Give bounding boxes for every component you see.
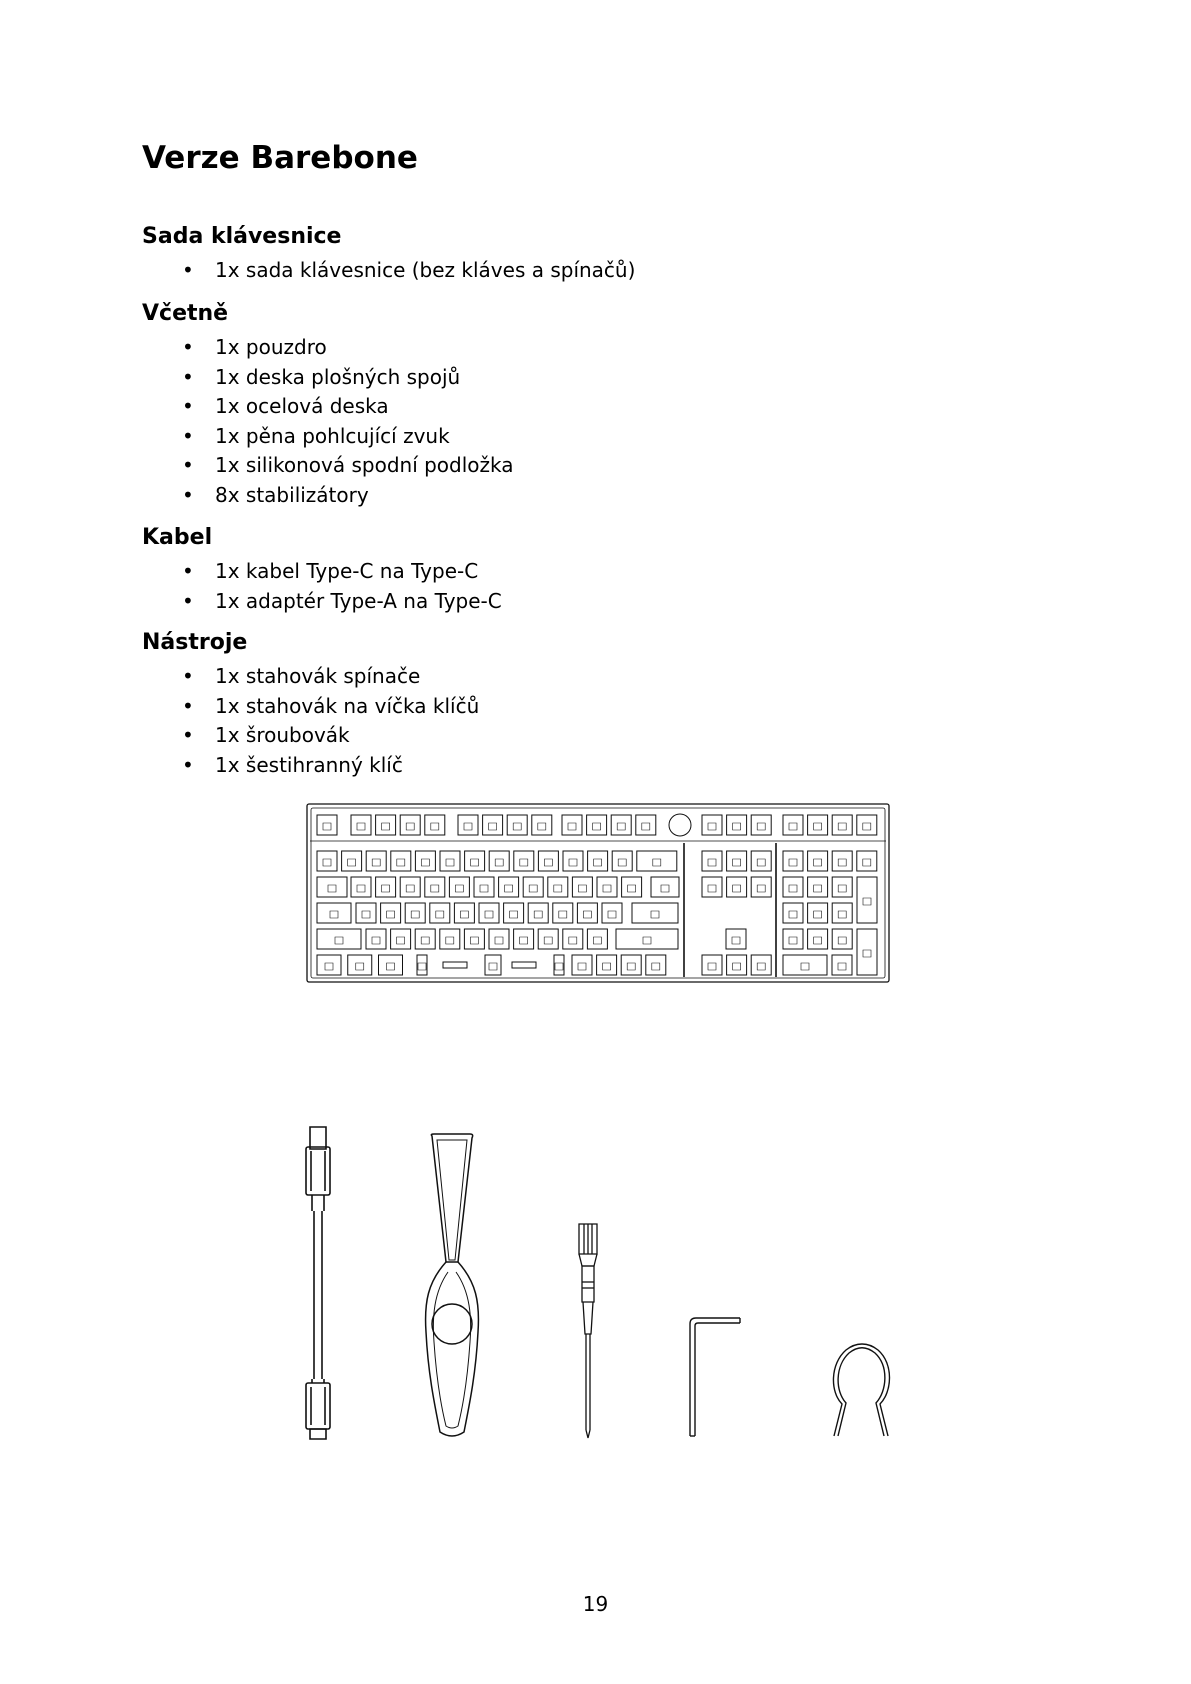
list-item: • 8x stabilizátory: [142, 481, 942, 511]
section-heading: Sada klávesnice: [142, 224, 342, 249]
list-item: • 1x ocelová deska: [142, 392, 942, 422]
page-title: Verze Barebone: [142, 140, 418, 176]
section-included: [142, 299, 942, 510]
list-item: • 1x šroubovák: [142, 721, 942, 751]
usb-c-cable-icon: [298, 1125, 338, 1445]
list-item: • 1x kabel Type-C na Type-C: [142, 557, 942, 587]
keyboard-barebone-icon: [306, 803, 890, 987]
section-heading: Nástroje: [142, 630, 248, 655]
list-item: • 1x adaptér Type-A na Type-C: [142, 587, 942, 617]
section-heading: Včetně: [142, 301, 229, 326]
keycap-puller-icon: [420, 1132, 484, 1444]
list-item: • 1x pěna pohlcující zvuk: [142, 422, 942, 452]
section-heading: Kabel: [142, 525, 213, 550]
list-item: • 1x pouzdro: [142, 333, 942, 363]
item-list: [142, 662, 942, 780]
item-list: [142, 256, 942, 286]
list-item: • 1x stahovák spínače: [142, 662, 942, 692]
list-item: • 1x silikonová spodní podložka: [142, 451, 942, 481]
list-item: • 1x stahovák na víčka klíčů: [142, 692, 942, 722]
screwdriver-icon: [574, 1222, 602, 1444]
section-tools: [142, 628, 942, 780]
hex-key-icon: [686, 1316, 742, 1444]
item-list: [142, 557, 942, 616]
section-keyboard-kit: [142, 222, 942, 286]
switch-puller-icon: [828, 1340, 894, 1444]
list-item: • 1x šestihranný klíč: [142, 751, 942, 781]
section-cable: [142, 523, 942, 616]
item-list: [142, 333, 942, 510]
page-number: 19: [582, 1592, 609, 1616]
list-item: • 1x deska plošných spojů: [142, 363, 942, 393]
list-item: • 1x sada klávesnice (bez kláves a spínačů): [142, 256, 942, 286]
